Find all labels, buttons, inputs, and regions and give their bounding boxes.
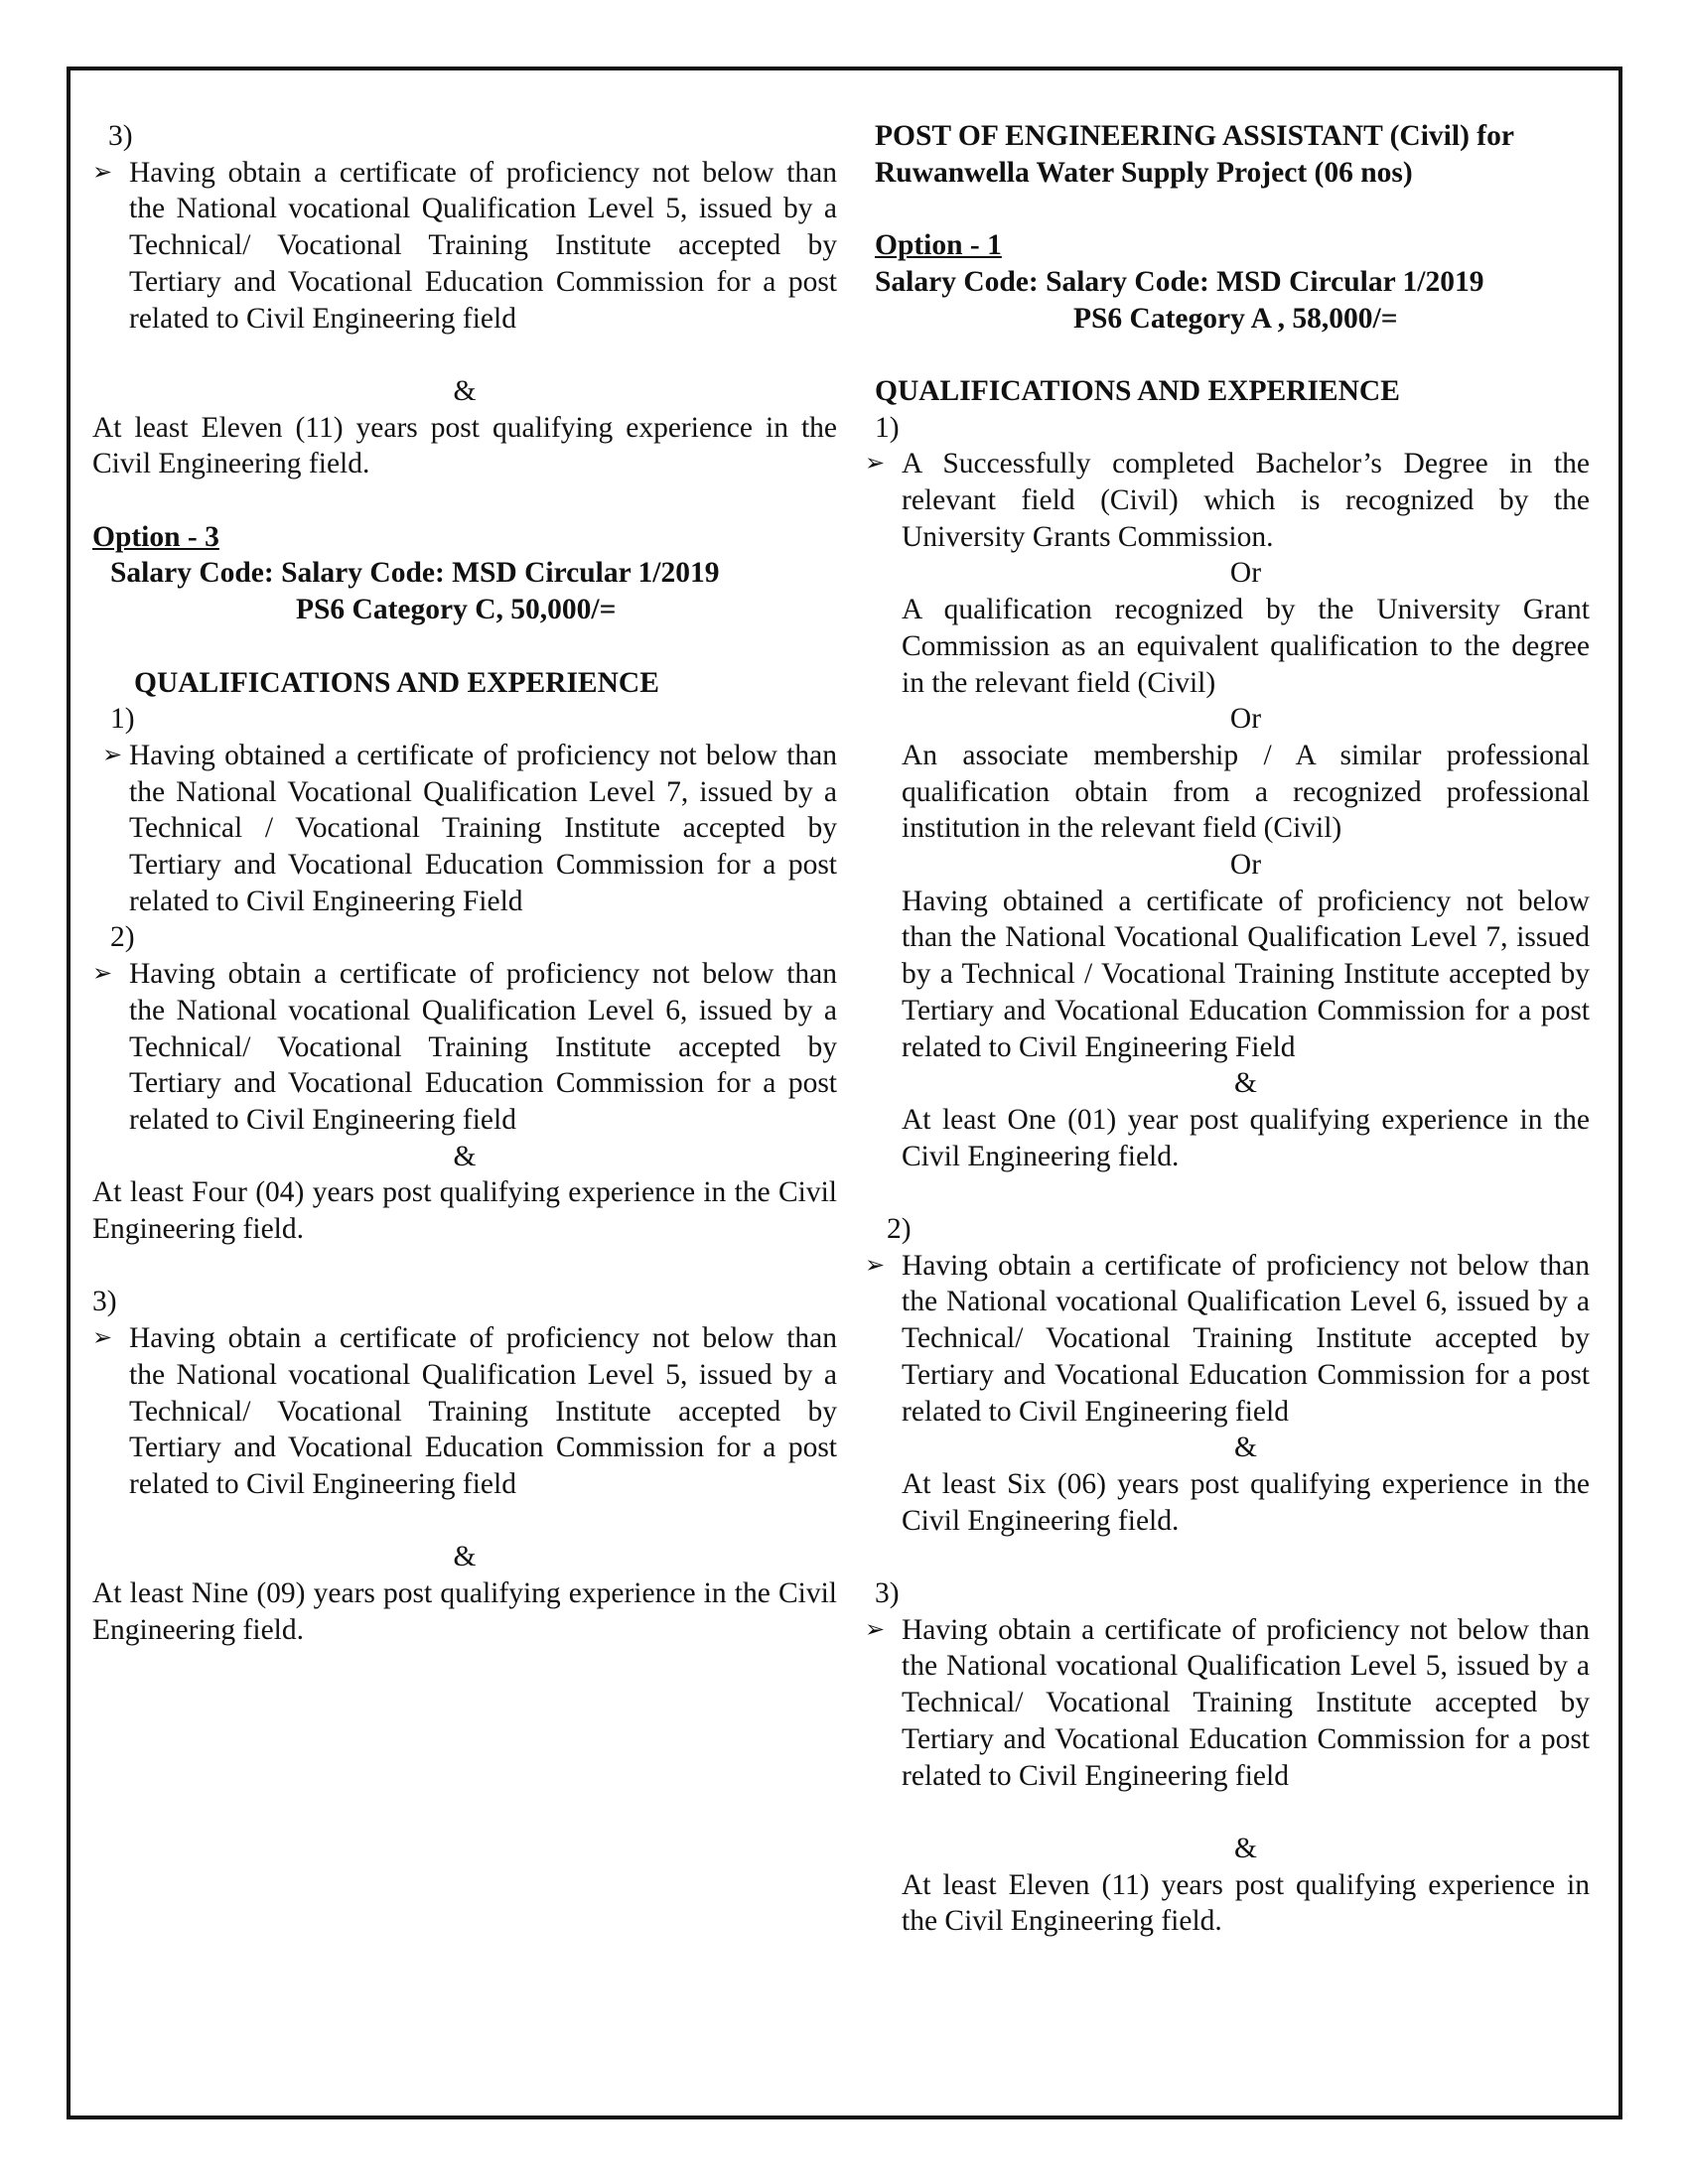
item-number: 1) bbox=[110, 703, 135, 736]
qualification-text: Having obtain a certificate of proficiency not below than the National vocational Qualification Level 5, issued by a Technical/ Vocational Training Institute accepted by Tertiary and Vocational Education Commission for a post related to Civil Engineering field bbox=[129, 1322, 837, 1500]
option-heading: Option - 1 bbox=[875, 229, 1002, 262]
arrow-bullet-icon: ➢ bbox=[92, 961, 113, 988]
experience-text: At least Four (04) years post qualifying experience in the Civil Engineering field. bbox=[92, 1176, 837, 1246]
ampersand: & bbox=[453, 1541, 477, 1573]
ampersand: & bbox=[453, 1140, 477, 1172]
salary-category: PS6 Category C, 50,000/= bbox=[296, 594, 617, 626]
qualification-text: A Successfully completed Bachelor’s Degree in the relevant field (Civil) which is recognized by the University Grants Commission. bbox=[902, 448, 1590, 553]
section-heading: QUALIFICATIONS AND EXPERIENCE bbox=[134, 666, 659, 699]
alternative-qualification: An associate membership / A similar professional qualification obtain from a recognized professional institution in the relevant field (Civil) bbox=[902, 739, 1590, 845]
alternative-qualification: A qualification recognized by the University Grant Commission as an equivalent qualification to the degree in the relevant field (Civil) bbox=[902, 594, 1590, 699]
list-item bbox=[865, 1248, 1590, 1431]
item-number: 2) bbox=[887, 1213, 912, 1246]
list-item bbox=[865, 1612, 1590, 1795]
experience-text: At least Nine (09) years post qualifying experience in the Civil Engineering field. bbox=[92, 1577, 837, 1646]
list-item bbox=[102, 738, 837, 920]
item-number: 3) bbox=[108, 120, 133, 152]
left-column bbox=[92, 118, 837, 1648]
arrow-bullet-icon: ➢ bbox=[102, 742, 123, 768]
arrow-bullet-icon: ➢ bbox=[865, 1616, 886, 1643]
item-number: 3) bbox=[875, 1577, 900, 1610]
option-heading: Option - 3 bbox=[92, 520, 219, 553]
ampersand: & bbox=[1234, 1432, 1257, 1464]
experience-text: At least Eleven (11) years post qualifying experience in the Civil Engineering field. bbox=[902, 1868, 1590, 1938]
list-item bbox=[92, 956, 837, 1139]
alternative-qualification: Having obtained a certificate of proficiency not below than the National Vocational Qualification Level 7, issued by a Technical / Vocational Training Institute accepted by Tertiary and Vocational Education Commission for a post related to Civil Engineering Field bbox=[902, 885, 1590, 1063]
experience-text: At least Eleven (11) years post qualifying experience in the Civil Engineering field. bbox=[92, 411, 837, 480]
salary-code: Salary Code: Salary Code: MSD Circular 1/2019 bbox=[875, 265, 1484, 298]
list-item bbox=[92, 1320, 837, 1503]
item-number: 2) bbox=[110, 921, 135, 954]
arrow-bullet-icon: ➢ bbox=[92, 159, 113, 186]
post-title: POST OF ENGINEERING ASSISTANT (Civil) for bbox=[875, 120, 1514, 152]
list-item bbox=[865, 446, 1590, 555]
page-border bbox=[67, 67, 1622, 2119]
item-number: 1) bbox=[875, 411, 900, 444]
list-item bbox=[92, 155, 837, 338]
ampersand: & bbox=[453, 374, 477, 407]
or-separator: Or bbox=[1229, 703, 1262, 736]
or-separator: Or bbox=[1229, 557, 1262, 590]
salary-category: PS6 Category A , 58,000/= bbox=[1073, 302, 1398, 335]
experience-text: At least Six (06) years post qualifying experience in the Civil Engineering field. bbox=[902, 1467, 1590, 1537]
right-column bbox=[865, 118, 1590, 1940]
experience-text: At least One (01) year post qualifying experience in the Civil Engineering field. bbox=[902, 1103, 1590, 1172]
salary-code: Salary Code: Salary Code: MSD Circular 1/2019 bbox=[110, 557, 720, 590]
qualification-text: Having obtained a certificate of proficiency not below than the National Vocational Qualification Level 7, issued by a Technical / Vocational Training Institute accepted by Tertiary and Vocational Education Commission for a post related to Civil Engineering Field bbox=[129, 739, 837, 917]
qualification-text: Having obtain a certificate of proficiency not below than the National vocational Qualification Level 6, issued by a Technical/ Vocational Training Institute accepted by Tertiary and Vocational Education Commission for a post related to Civil Engineering field bbox=[129, 958, 837, 1136]
item-number: 3) bbox=[92, 1286, 117, 1318]
qualification-text: Having obtain a certificate of proficiency not below than the National vocational Qualification Level 5, issued by a Technical/ Vocational Training Institute accepted by Tertiary and Vocational Education Commission for a post related to Civil Engineering field bbox=[129, 156, 837, 335]
qualification-text: Having obtain a certificate of proficiency not below than the National vocational Qualification Level 5, issued by a Technical/ Vocational Training Institute accepted by Tertiary and Vocational Education Commission for a post related to Civil Engineering field bbox=[902, 1613, 1590, 1792]
arrow-bullet-icon: ➢ bbox=[865, 451, 886, 478]
arrow-bullet-icon: ➢ bbox=[865, 1252, 886, 1279]
arrow-bullet-icon: ➢ bbox=[92, 1325, 113, 1352]
post-title-line-2: Ruwanwella Water Supply Project (06 nos) bbox=[875, 156, 1413, 189]
qualification-text: Having obtain a certificate of proficiency not below than the National vocational Qualification Level 6, issued by a Technical/ Vocational Training Institute accepted by Tertiary and Vocational Education Commission for a post related to Civil Engineering field bbox=[902, 1249, 1590, 1428]
ampersand: & bbox=[1234, 1832, 1257, 1864]
ampersand: & bbox=[1234, 1067, 1257, 1100]
or-separator: Or bbox=[1229, 849, 1262, 882]
section-heading: QUALIFICATIONS AND EXPERIENCE bbox=[875, 374, 1400, 407]
